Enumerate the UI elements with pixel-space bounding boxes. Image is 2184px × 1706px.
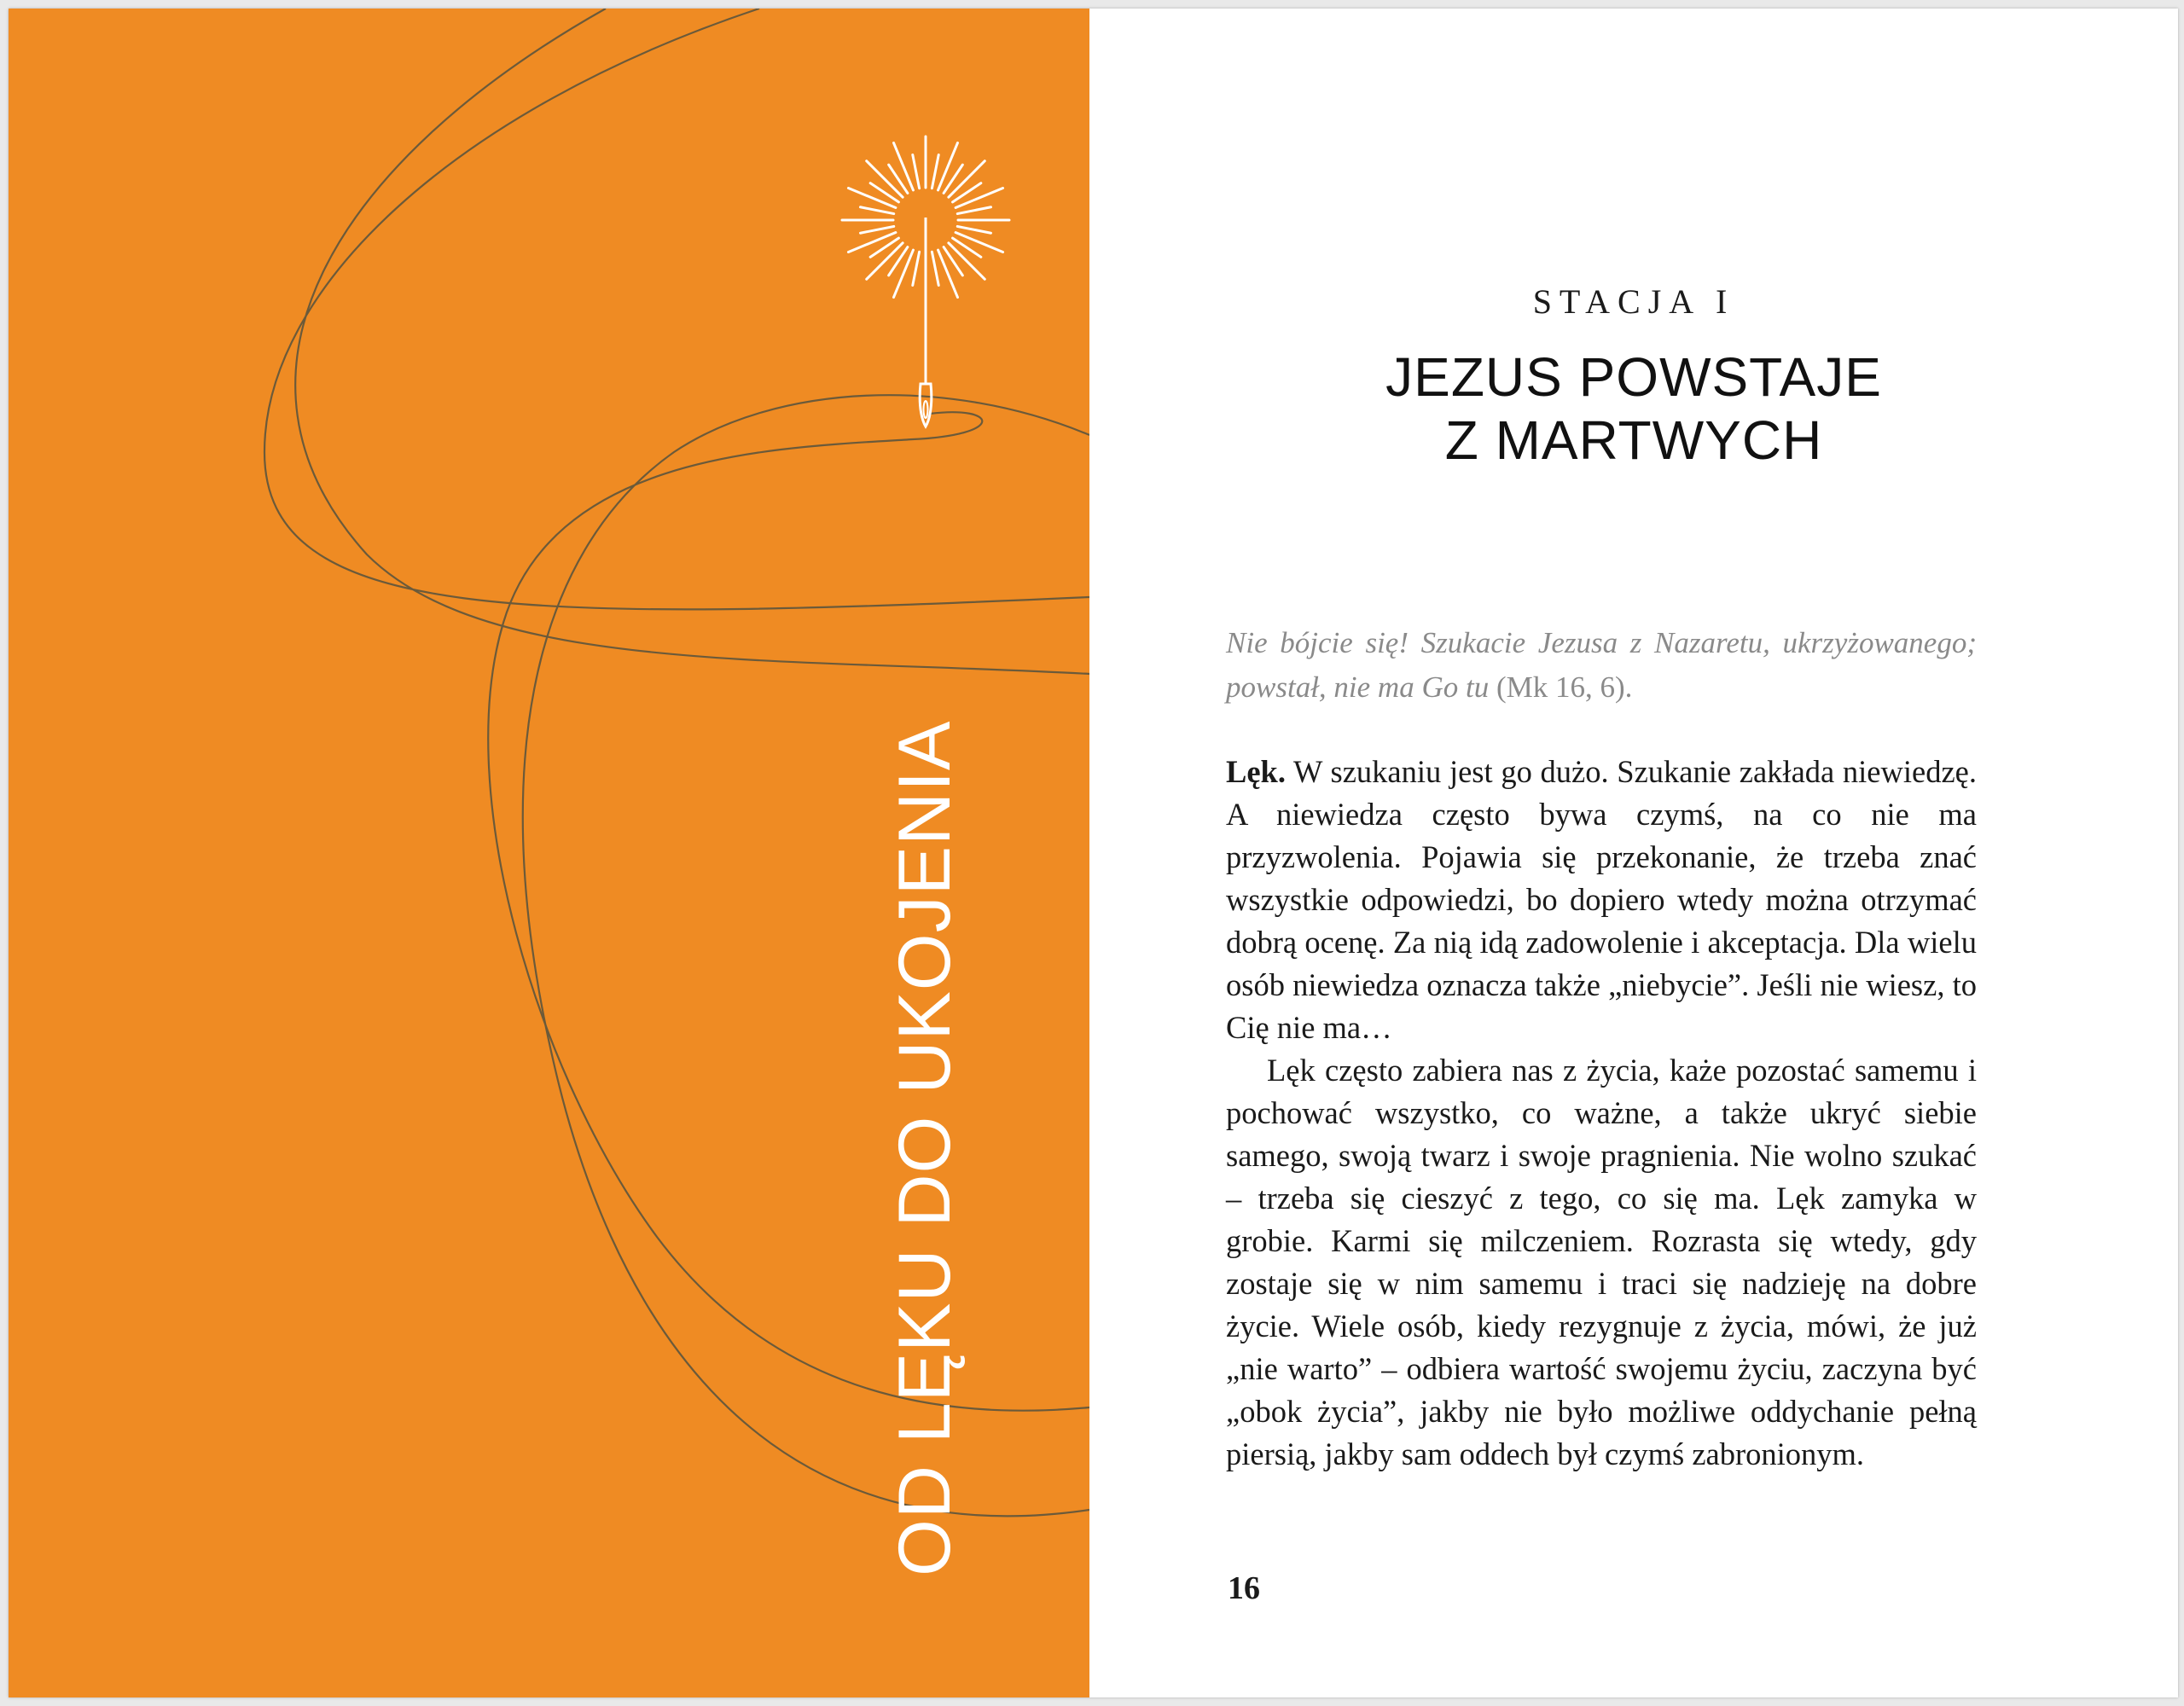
sun-ray [932,252,938,285]
sun-ray [957,207,990,214]
page-number: 16 [1228,1570,1260,1606]
thread-curve-top-loop [264,9,1089,609]
right-page [1089,9,2178,1697]
sun-ray [938,250,958,297]
sunburst-needle-icon [842,136,1009,426]
sun-ray [938,142,958,189]
vertical-section-title: OD LĘKU DO UKOJENIA [884,720,966,1576]
paragraph-2: Lęk często zabiera nas z życia, każe pozostać samemu i pochować wszystko, co ważne, a także ukryć siebie samego, swoją twarz i swoje pragnienia. Nie wolno szukać – trzeba się cieszyć z tego, co się ma. Lęk zamyka w grobie. Karmi się milczeniem. Rozrasta się wtedy, gdy zostaje się w nim samemu i traci się nadzieję na dobre życie. Wiele osób, kiedy rezygnuje z życia, mówi, że już „nie warto” – odbiera wartość swojemu życiu, zaczyna być „obok życia”, jakby nie było możliwe oddychanie pełną piersią, jakby sam oddech był czymś zabronionym. [1226,1053,1977,1471]
thread-curve-wide-loop [295,9,1089,674]
sun-ray [848,188,895,207]
scripture-quote [1226,621,1977,710]
sun-ray [956,233,1002,252]
body-text [1226,751,1977,1476]
sun-ray [957,226,990,233]
sun-ray [932,154,938,188]
paragraph-1 [1226,751,1977,1049]
left-page [9,9,1089,1697]
chapter-title-line-1: JEZUS POWSTAJE [1385,346,1882,408]
sun-ray [860,226,893,233]
book-spread [9,9,2178,1697]
station-label: STACJA I [1532,282,1735,321]
sun-ray [893,142,913,189]
sun-ray [893,250,913,297]
sun-ray [956,188,1002,207]
quote-reference: (Mk 16, 6). [1489,670,1633,704]
sun-ray [913,252,920,285]
sun-ray [860,207,893,214]
quote-text: Nie bójcie się! Szukacie Jezusa z Nazaretu, ukrzyżowanego; powstał, nie ma Go tu [1226,626,1977,704]
chapter-title [1089,345,2178,472]
paragraph-1-lead: Lęk. [1226,754,1286,789]
thread-curve-long-sweep [523,395,1089,1516]
needle-icon [920,218,932,426]
sun-ray [848,233,895,252]
paragraph-1-text: W szukaniu jest go dużo. Szukanie zakłada niewiedzę. A niewiedza często bywa czymś, na co nie ma przyzwolenia. Pojawia się przekonanie, że trzeba znać wszystkie odpowiedzi, bo dopiero wtedy można otrzymać dobrą ocenę. Za nią idą zadowolenie i akceptacja. Dla wielu osób niewiedza oznacza także „niebycie”. Jeśli nie wiesz, to Cię nie ma… [1226,754,1977,1045]
sun-ray [913,154,920,188]
chapter-title-line-2: Z MARTWYCH [1444,409,1823,471]
